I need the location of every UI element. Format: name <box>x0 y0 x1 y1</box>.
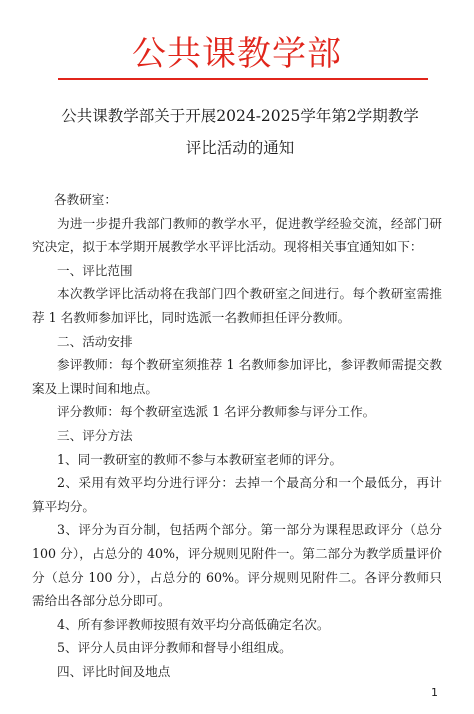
salutation: 各教研室： <box>54 192 117 207</box>
section-heading-scope: 一、评比范围 <box>57 262 133 278</box>
participant-paragraph: 参评教师：每个教研室须推荐 1 名教师参加评比，参评教师需提交教案及上课时间和地点。 <box>32 357 442 396</box>
section-heading-method: 三、评分方法 <box>57 427 133 443</box>
letterhead-title: 公共课教学部 <box>132 34 342 74</box>
notice-title <box>40 100 440 164</box>
method-item-2: 2、采用有效平均分进行评分：去掉一个最高分和一个最低分，再计算平均分。 <box>32 475 442 514</box>
notice-title-line-2: 评比活动的通知 <box>185 139 295 157</box>
method-item-1: 1、同一教研室的教师不参与本教研室老师的评分。 <box>57 451 343 467</box>
method-item-3: 3、评分为百分制，包括两个部分。第一部分为课程思政评分（总分 100 分），占总分的 40%，评分规则见附件一。第二部分为教学质量评价分（总分 100 分），占总分的 60%。评分规则见附件二。各评分教师只需给出各部分总分即可。 <box>32 522 442 609</box>
method-item-5: 5、评分人员由评分教师和督导小组组成。 <box>57 640 292 656</box>
section-heading-arrangement: 二、活动安排 <box>57 333 133 349</box>
section-heading-time-place: 四、评比时间及地点 <box>57 663 171 679</box>
letterhead-red-rule <box>58 78 428 80</box>
method-item-4: 4、所有参评教师按照有效平均分高低确定名次。 <box>57 616 330 632</box>
intro-paragraph: 为进一步提升我部门教师的教学水平，促进教学经验交流，经部门研究决定，拟于本学期开展教学水平评比活动。现将相关事宜通知如下： <box>32 215 442 255</box>
notice-title-line-1: 公共课教学部关于开展2024-2025学年第2学期教学 <box>61 107 419 125</box>
letterhead <box>0 34 474 74</box>
judge-paragraph: 评分教师：每个教研室选派 1 名评分教师参与评分工作。 <box>57 404 376 420</box>
scope-paragraph: 本次教学评比活动将在我部门四个教研室之间进行。每个教研室需推荐 1 名教师参加评比，同时选派一名教师担任评分教师。 <box>32 286 442 325</box>
notice-body <box>32 188 442 683</box>
page-number: 1 <box>431 686 438 699</box>
